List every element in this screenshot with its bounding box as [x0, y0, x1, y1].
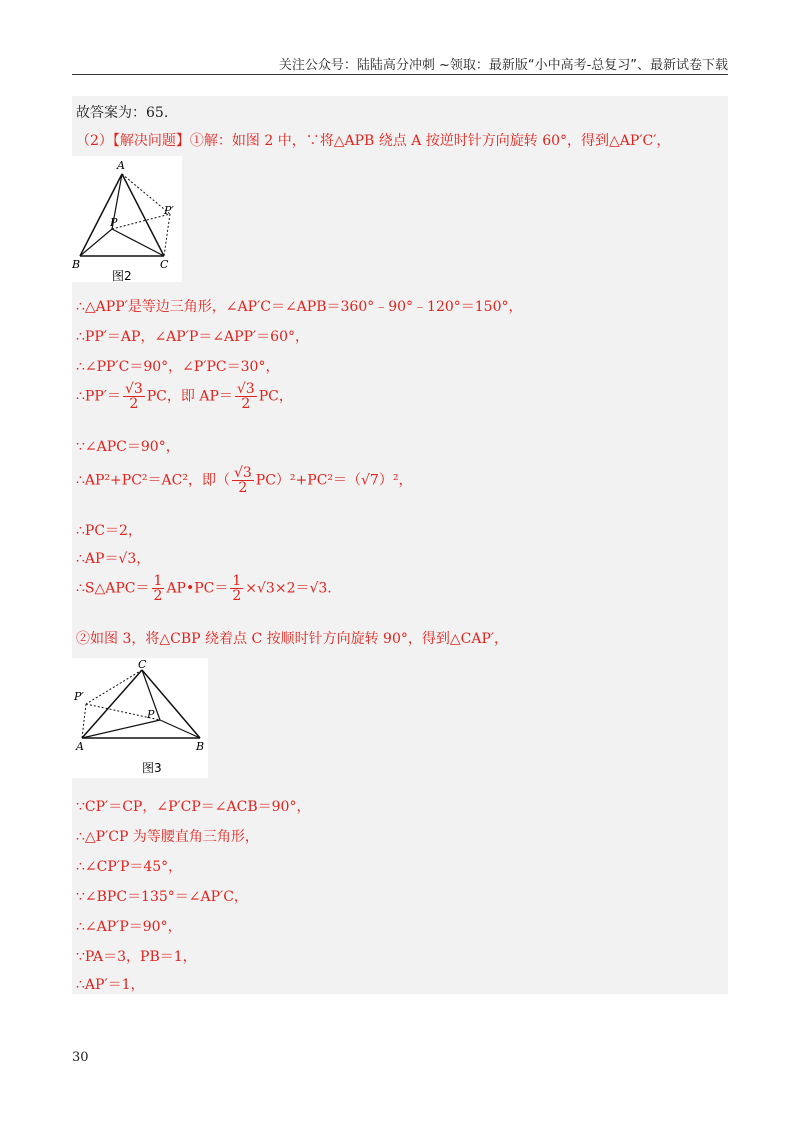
answer-line: 故答案为：65. — [76, 105, 169, 121]
step-equilateral: ∴△APP′是等边三角形，∠AP′C＝∠APB＝360°﹣90°﹣120°＝150°， — [76, 299, 523, 315]
page-header: 关注公众号：陆陆高分冲刺 ~领取：最新版“小中高考-总复习”、最新试卷下载 — [278, 58, 728, 73]
step-area-a: ∴S△APC＝ — [76, 580, 150, 597]
page-number: 30 — [72, 1050, 89, 1065]
part-number: （2） — [76, 133, 113, 149]
step-area-b: AP•PC＝ — [166, 580, 229, 597]
step-fraction — [76, 382, 293, 411]
intro-text: ①解：如图 2 中，∵将△APB 绕点 A 按逆时针方向旋转 60°，得到△AP′C′， — [189, 133, 671, 149]
step2-angle90: ∴∠AP′P＝90°， — [76, 919, 182, 935]
figure-2-diagram — [72, 156, 182, 282]
fraction-den-c: 2 — [238, 480, 248, 496]
fig2-label-a: A — [117, 159, 125, 172]
fraction-pythagoras — [232, 466, 254, 495]
fraction-sqrt3-over-2-b — [235, 382, 257, 411]
step2-ap-prime: ∴AP′＝1， — [76, 977, 145, 993]
half-den: 2 — [153, 588, 163, 604]
figure-3 — [72, 658, 208, 778]
fraction-half — [152, 574, 165, 603]
figure-2 — [72, 156, 182, 282]
fraction-num-b: √3 — [236, 381, 255, 397]
fraction-num-c: √3 — [233, 465, 252, 481]
part2-intro — [76, 130, 670, 150]
solution-panel — [72, 96, 728, 994]
step2-given: ∵PA＝3，PB＝1， — [76, 949, 197, 965]
fig3-label-b: B — [196, 740, 205, 753]
step-right-angle: ∵∠APC＝90°， — [76, 439, 180, 455]
step-angles: ∴∠PP′C＝90°，∠P′PC＝30°， — [76, 359, 280, 375]
fig3-label-p: P — [147, 708, 155, 721]
fig3-label-pprime: P′ — [74, 690, 84, 703]
fig2-label-c: C — [160, 258, 169, 271]
step-pc-value: ∴PC＝2， — [76, 523, 142, 539]
fig2-label-pprime: P′ — [164, 204, 174, 217]
part2b-intro: ②如图 3，将△CBP 绕着点 C 按顺时针方向旋转 90°，得到△CAP′， — [76, 631, 509, 647]
step-equal-sides: ∴PP′＝AP，∠AP′P＝∠APP′＝60°， — [76, 329, 309, 345]
step-pythagoras-b: PC）²+PC²＝（√7）²， — [255, 472, 413, 489]
fig3-label-c: C — [138, 658, 147, 671]
fig3-caption: 图3 — [142, 761, 162, 775]
fraction-half-b — [230, 574, 243, 603]
figure-3-diagram — [72, 658, 208, 778]
step-pythagoras — [76, 466, 412, 495]
step-ap-value: ∴AP＝√3， — [76, 551, 151, 567]
step-pythagoras-a: ∴AP²+PC²＝AC²，即（ — [76, 472, 230, 489]
fig3-label-a: A — [76, 740, 84, 753]
half-num-b: 1 — [232, 573, 242, 589]
fig2-label-b: B — [72, 258, 81, 271]
step-fraction-c: PC， — [258, 388, 293, 405]
step-fraction-b: PC，即 AP＝ — [146, 388, 233, 405]
fraction-den-b: 2 — [241, 396, 251, 412]
step2-angle135: ∵∠BPC＝135°＝∠AP′C， — [76, 889, 248, 905]
step2-isosceles: ∴△P′CP 为等腰直角三角形， — [76, 829, 259, 845]
half-den-b: 2 — [232, 588, 242, 604]
step2-isosceles-cond: ∵CP′＝CP，∠P′CP＝∠ACB＝90°， — [76, 799, 311, 815]
half-num: 1 — [153, 573, 163, 589]
step-area — [76, 574, 332, 603]
step2-angle45: ∴∠CP′P＝45°， — [76, 859, 183, 875]
step-fraction-a: ∴PP′＝ — [76, 388, 121, 405]
header-divider — [72, 74, 728, 75]
fraction-sqrt3-over-2 — [123, 382, 145, 411]
fig2-caption: 图2 — [112, 269, 132, 282]
fraction-num: √3 — [124, 381, 143, 397]
fraction-den: 2 — [129, 396, 139, 412]
section-tag: 【解决问题】 — [112, 133, 190, 149]
fig2-label-p: P — [110, 216, 118, 229]
step-area-c: ×√3×2＝√3. — [245, 580, 332, 597]
